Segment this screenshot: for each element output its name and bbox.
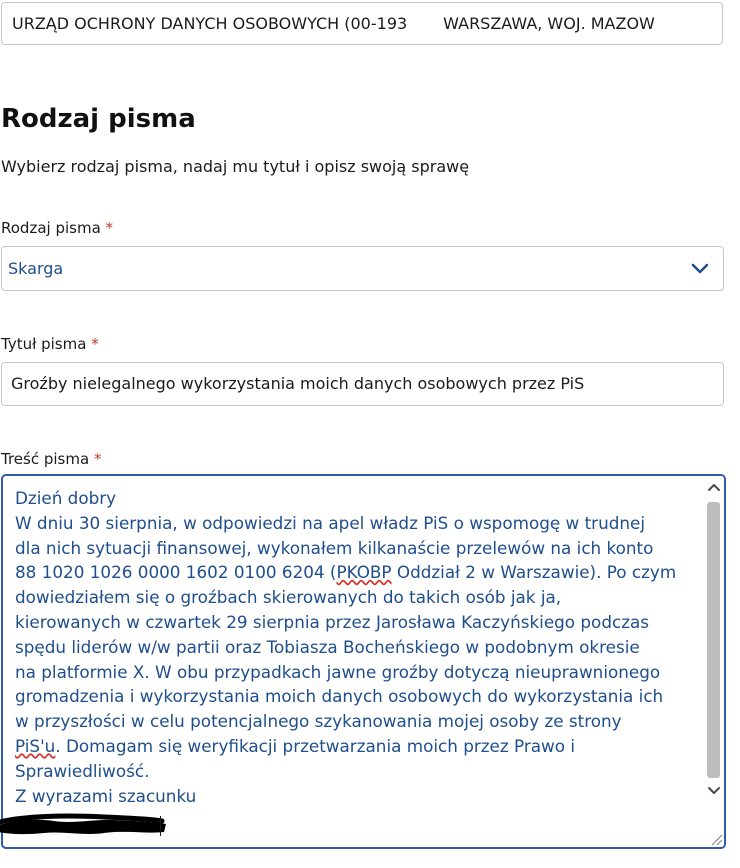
section-subtitle: Wybierz rodzaj pisma, nadaj mu tytuł i opisz swoją sprawę (1, 157, 470, 176)
letter-title-input[interactable] (1, 362, 724, 406)
content-line: dla nich sytuacji finansowej, wykonałem kilkanaście przelewów na ich konto (15, 537, 654, 558)
letter-title-label (1, 335, 99, 353)
section-title: Rodzaj pisma (1, 104, 196, 134)
scroll-up-arrow-icon[interactable] (704, 478, 724, 498)
content-line: kierowanych w czwartek 29 sierpnia przez Jarosława Kaczyńskiego podczas (15, 611, 650, 632)
scroll-thumb[interactable] (707, 502, 720, 778)
letter-content-text (15, 486, 705, 808)
content-line: W dniu 30 sierpnia, w odpowiedzi na apel władz PiS o wspomogę w trudnej (15, 512, 645, 533)
letter-type-select[interactable] (1, 246, 724, 291)
resize-grip-icon[interactable] (709, 832, 723, 846)
content-line: Z wyrazami szacunku (15, 785, 197, 806)
content-line: dowiedziałem się o groźbach skierowanych do takich osób jak ja, (15, 587, 562, 608)
required-mark: * (93, 450, 102, 468)
content-line: Sprawiedliwość. (15, 760, 150, 781)
content-line: spędu liderów w/w partii oraz Tobiasza Bocheńskiego w podobnym okresie (15, 636, 640, 657)
content-line-part: 88 1020 1026 0000 1602 0100 6204 ( (15, 562, 337, 583)
letter-type-value: Skarga (8, 259, 64, 278)
letter-content-textarea[interactable] (1, 474, 726, 849)
content-line: Dzień dobry (15, 488, 117, 508)
redacted-signature (0, 812, 168, 838)
spellcheck-word: PKOBP (336, 562, 392, 583)
letter-content-label-text: Treść pisma (1, 450, 90, 468)
content-line: na platformie X. W obu przypadkach jawne groźby dotyczą nieuprawnionego (15, 661, 661, 682)
content-line (15, 734, 705, 759)
recipient-field[interactable] (1, 2, 723, 45)
letter-title-label-text: Tytuł pisma (1, 335, 87, 353)
content-line: gromadzenia i wykorzystania moich danych osobowych do wykorzystania ich (15, 686, 664, 707)
letter-type-label-text: Rodzaj pisma (1, 219, 101, 237)
text-cursor (160, 816, 161, 836)
content-line-part: Oddział 2 w Warszawie). Po czym (391, 562, 677, 583)
content-line (15, 560, 705, 585)
letter-type-label (1, 219, 113, 237)
required-mark: * (105, 219, 114, 237)
chevron-down-icon (689, 257, 711, 279)
letter-content-label (1, 450, 101, 468)
letter-title-value: Groźby nielegalnego wykorzystania moich danych osobowych przez PiS (11, 374, 585, 393)
content-line-part: . Domagam się weryfikacji przetwarzania moich przez Prawo i (55, 735, 576, 756)
content-line: w przyszłości w celu potencjalnego szykanowania mojej osoby ze strony (15, 711, 622, 732)
recipient-name: URZĄD OCHRONY DANYCH OSOBOWYCH (00-193 (12, 14, 408, 33)
textarea-scrollbar[interactable] (704, 476, 724, 847)
required-mark: * (91, 335, 99, 353)
spellcheck-word: PiS'u (15, 735, 56, 756)
scroll-down-arrow-icon[interactable] (704, 780, 724, 800)
recipient-location: WARSZAWA, WOJ. MAZOW (443, 14, 655, 33)
